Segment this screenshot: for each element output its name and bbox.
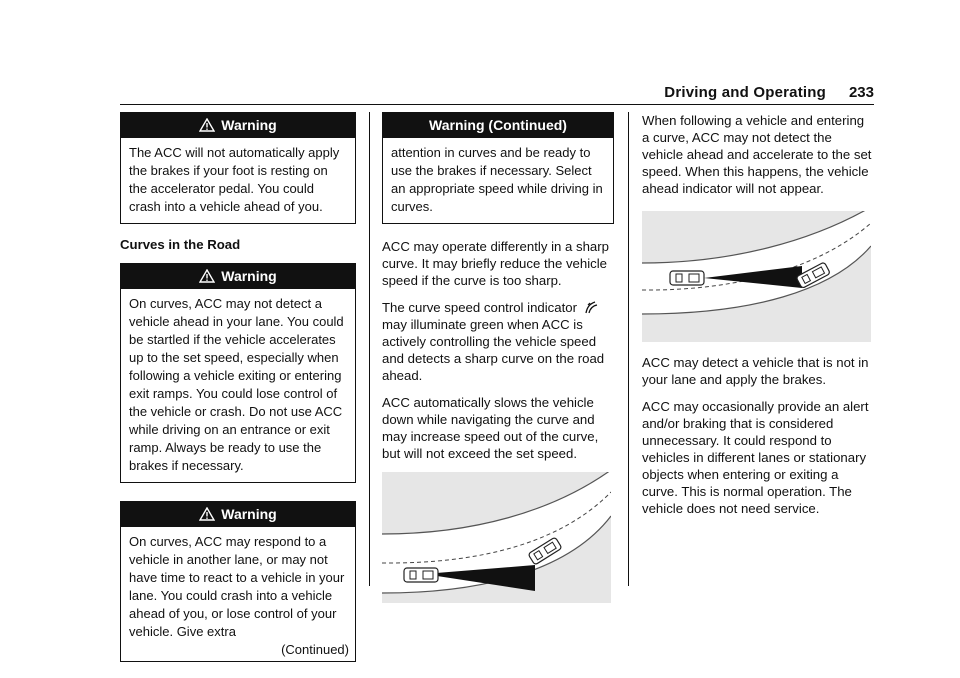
warning-header: Warning (Continued) — [383, 113, 613, 138]
curve-speed-indicator-icon — [583, 299, 599, 315]
paragraph: ACC may detect a vehicle that is not in your lane and apply the brakes. — [642, 355, 869, 387]
warning-header — [121, 264, 355, 289]
warning-title: Warning — [221, 117, 277, 133]
section-title: Driving and Operating — [664, 84, 826, 101]
paragraph-text: may illuminate green when ACC is actively controlling the vehicle speed and detects a sharp curve on the road ahead. — [382, 317, 605, 383]
warning-header — [121, 113, 355, 138]
column-3 — [642, 112, 874, 527]
warning-header — [121, 502, 355, 527]
column-divider — [628, 112, 629, 586]
warning-box — [120, 263, 356, 483]
column-1 — [120, 112, 356, 674]
column-2 — [382, 112, 614, 603]
warning-text — [121, 527, 355, 661]
paragraph: ACC automatically slows the vehicle down while navigating the curve and may increase speed out of the curve, but will not exceed the set speed. — [382, 395, 599, 461]
warning-text: On curves, ACC may not detect a vehicle ahead in your lane. You could be startled if the vehicle accelerates up to the set speed, especially when following a vehicle exiting or entering exit ramps. You could lose control of the vehicle or crash. Do not use ACC while driving on an entrance or exit ramp. Always be ready to use the brakes if necessary. — [129, 296, 344, 473]
paragraph: When following a vehicle and entering a curve, ACC may not detect the vehicle ahead and accelerate to the set speed. When this happens, the vehicle ahead indicator will not appear. — [642, 113, 872, 196]
column-divider — [369, 112, 370, 586]
paragraph: ACC may operate differently in a sharp curve. It may briefly reduce the vehicle speed if the curve is too sharp. — [382, 239, 609, 288]
warning-text: The ACC will not automatically apply the brakes if your foot is resting on the accelerator pedal. You could crash into a vehicle ahead of you. — [129, 145, 340, 214]
warning-triangle-icon — [199, 266, 215, 280]
curve-figure-vehicle-ahead — [642, 211, 871, 342]
warning-box — [120, 112, 356, 224]
paragraph-text: The curve speed control indicator — [382, 300, 577, 315]
warning-box — [120, 501, 356, 662]
page-number: 233 — [848, 84, 874, 101]
warning-triangle-icon — [199, 115, 215, 129]
warning-box — [382, 112, 614, 224]
warning-text-content: On curves, ACC may respond to a vehicle in another lane, or may not have time to react to a vehicle in your lane. You could crash into a vehicle ahead of you, or lose control of your vehicle. Give extra — [129, 534, 345, 639]
curve-figure-ego-slowing — [382, 472, 611, 603]
continued-label: (Continued) — [281, 642, 349, 657]
page-header — [120, 82, 874, 105]
paragraph — [382, 299, 614, 384]
warning-text: attention in curves and be ready to use the brakes if necessary. Select an appropriate speed while driving in curves. — [391, 145, 603, 214]
warning-title: Warning — [221, 506, 277, 522]
warning-title: Warning — [221, 268, 277, 284]
paragraph: ACC may occasionally provide an alert and/or braking that is considered unnecessary. It could respond to vehicles in different lanes or stationary objects when entering or exiting a curve. This is normal operation. The vehicle does not need service. — [642, 399, 869, 516]
subheading: Curves in the Road — [120, 237, 241, 252]
warning-triangle-icon — [199, 504, 215, 518]
